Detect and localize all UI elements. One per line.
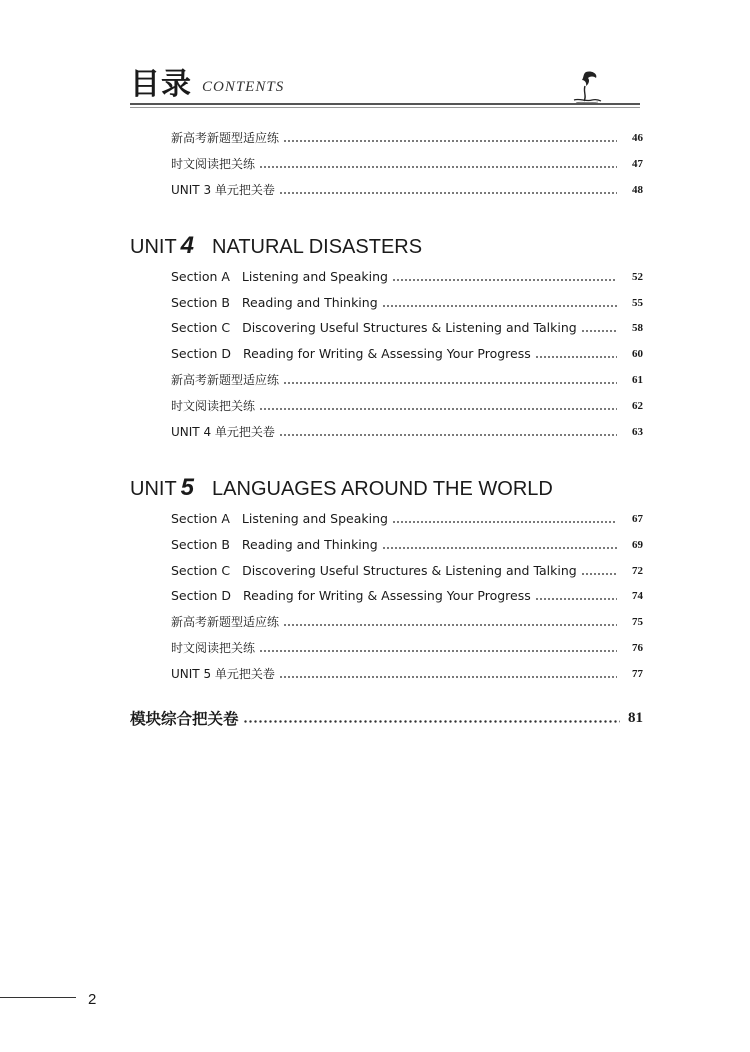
toc-final-label: 模块综合把关卷 [130,710,239,728]
fish-logo-icon [572,68,602,104]
dot-leader [581,573,617,575]
dot-leader [581,330,617,332]
toc-entry-label: 时文阅读把关练 [171,641,256,655]
dot-leader [283,624,617,626]
toc-entry-page: 76 [632,642,643,654]
toc-entry-page: 74 [632,590,643,602]
toc-entry[interactable] [171,181,643,199]
header-divider [130,103,640,105]
toc-entry-label: Section D Reading for Writing & Assessing Your Progress [171,346,531,361]
toc-entry-page: 47 [632,158,643,170]
unit-prefix: UNIT [130,236,177,258]
toc-entry[interactable] [171,268,643,286]
toc-entry[interactable] [171,397,643,415]
toc-entry-label: 时文阅读把关练 [171,399,256,413]
contents-title-cn: 目录 [130,67,192,102]
dot-leader [392,521,617,523]
toc-entry[interactable] [171,345,643,363]
toc-final-page: 81 [628,709,643,726]
toc-entry-page: 72 [632,565,643,577]
toc-entry-label: 新高考新题型适应练 [171,131,280,145]
toc-entry[interactable] [171,423,643,441]
toc-entry-label: 时文阅读把关练 [171,157,256,171]
unit-5-heading [130,474,553,502]
toc-entry-page: 61 [632,374,643,386]
dot-leader [279,434,617,436]
dot-leader [535,356,617,358]
toc-entry-page: 62 [632,400,643,412]
toc-entry-page: 63 [632,426,643,438]
toc-entry-label: Section C Discovering Useful Structures & Listening and Talking [171,320,577,335]
toc-entry-page: 77 [632,668,643,680]
toc-entry-page: 69 [632,539,643,551]
footer-rule [0,997,76,998]
unit-number: 5 [180,474,195,501]
toc-entry[interactable] [171,665,643,683]
toc-entry-page: 46 [632,132,643,144]
unit-number: 4 [180,232,195,259]
toc-entry-label: 新高考新题型适应练 [171,373,280,387]
toc-entry-label: Section A Listening and Speaking [171,511,388,526]
unit-title: LANGUAGES AROUND THE WORLD [212,478,553,500]
toc-entry[interactable] [171,639,643,657]
dot-leader [392,279,617,281]
toc-entry-label: UNIT 3 单元把关卷 [171,183,275,197]
page-number: 2 [88,991,97,1008]
toc-entry[interactable] [171,371,643,389]
toc-entry-page: 52 [632,271,643,283]
toc-entry-label: Section B Reading and Thinking [171,295,378,310]
toc-final-entry[interactable] [130,707,643,729]
toc-entry[interactable] [171,294,643,312]
toc-entry-page: 60 [632,348,643,360]
toc-entry[interactable] [171,129,643,147]
dot-leader [283,382,617,384]
toc-entry-label: UNIT 5 单元把关卷 [171,667,275,681]
unit-title: NATURAL DISASTERS [212,236,423,258]
toc-entry[interactable] [171,155,643,173]
toc-entry-label: Section D Reading for Writing & Assessing Your Progress [171,588,531,603]
dot-leader [259,650,617,652]
toc-entry-page: 67 [632,513,643,525]
dot-leader [243,720,620,723]
dot-leader [259,166,617,168]
toc-entry-label: 新高考新题型适应练 [171,615,280,629]
dot-leader [279,676,617,678]
toc-entry-label: UNIT 4 单元把关卷 [171,425,275,439]
toc-entry-page: 58 [632,322,643,334]
toc-entry-page: 48 [632,184,643,196]
toc-entry[interactable] [171,587,643,605]
dot-leader [259,408,617,410]
toc-entry[interactable] [171,613,643,631]
dot-leader [283,140,617,142]
dot-leader [382,305,617,307]
toc-entry-label: Section C Discovering Useful Structures & Listening and Talking [171,563,577,578]
contents-title-en: CONTENTS [202,79,285,95]
dot-leader [382,547,617,549]
dot-leader [535,598,617,600]
toc-entry-label: Section B Reading and Thinking [171,537,378,552]
toc-entry-page: 55 [632,297,643,309]
dot-leader [279,192,617,194]
page-header [130,68,640,106]
header-divider-thin [130,107,640,108]
toc-entry-page: 75 [632,616,643,628]
unit-prefix: UNIT [130,478,177,500]
toc-entry[interactable] [171,562,643,580]
toc-entry[interactable] [171,536,643,554]
toc-entry-label: Section A Listening and Speaking [171,269,388,284]
toc-entry[interactable] [171,319,643,337]
unit-4-heading [130,232,422,260]
toc-entry[interactable] [171,510,643,528]
